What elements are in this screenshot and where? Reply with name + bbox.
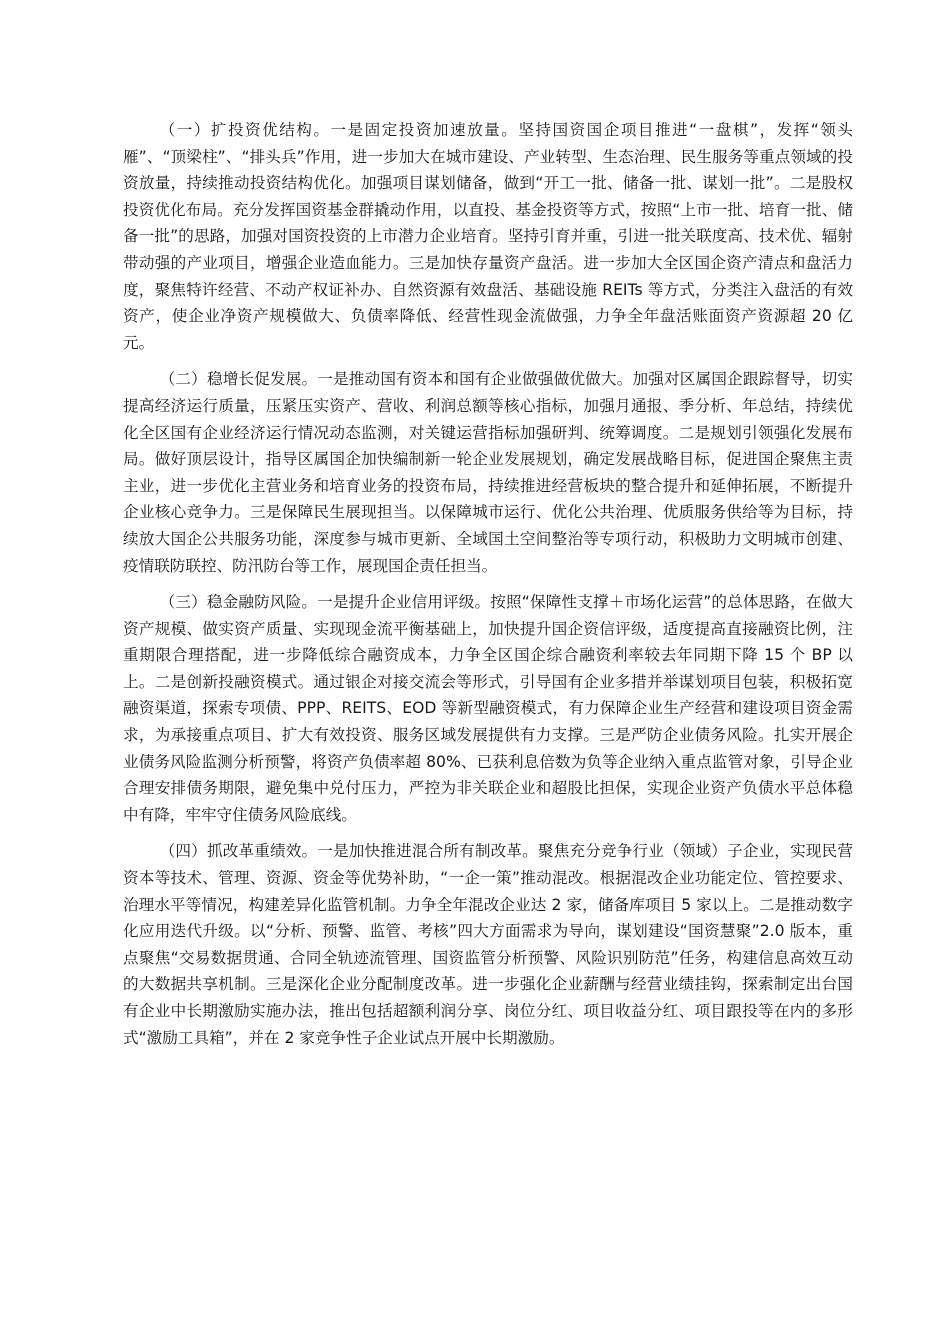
paragraph-expand-investment: （一）扩投资优结构。一是固定投资加速放量。坚持国资国企项目推进“一盘棋”，发挥“领头雁”、“顶梁柱”、“排头兵”作用，进一步加大在城市建设、产业转型、生态治理、民生服务等重点领域的投资放量，持续推动投资结构优化。加强项目谋划储备，做到“开工一批、储备一批、谋划一批”。二是股权投资优化布局。充分发挥国资基金群撬动作用，以直投、基金投资等方式，按照“上市一批、培育一批、储备一批”的思路，加强对国资投资的上市潜力企业培育。坚持引育并重，引进一批关联度高、技术优、辐射带动强的产业项目，增强企业造血能力。三是加快存量资产盘活。进一步加大全区国企资产清点和盘活力度，聚焦特许经营、不动产权证补办、自然资源有效盘活、基础设施 REITs 等方式，分类注入盘活的有效资产，使企业净资产规模做大、负债率降低、经营性现金流做强，力争全年盘活账面资产资源超 20 亿元。 — [123, 121, 853, 352]
paragraph-financial-risk: （三）稳金融防风险。一是提升企业信用评级。按照“保障性支撑＋市场化运营”的总体思路，在做大资产规模、做实资产质量、实现现金流平衡基础上，加快提升国企资信评级，适度提高直接融资比例，注重期限合理搭配，进一步降低综合融资成本，力争全区国企综合融资利率较去年同期下降 15 个 BP 以上。二是创新投融资模式。通过银企对接交流会等形式，引导国有企业多措并举谋划项目包装，积极拓宽融资渠道，探索专项债、PPP、REITS、EOD 等新型融资模式，有力保障企业生产经营和建设项目资金需求，为承接重点项目、扩大有效投资、服务区域发展提供有力支撑。三是严防企业债务风险。扎实开展企业债务风险监测分析预警，将资产负债率超 80%、已获利息倍数为负等企业纳入重点监管对象，引导企业合理安排债务期限，避免集中兑付压力，严控为非关联企业和超股比担保，实现企业资产负债水平总体稳中有降，牢牢守住债务风险底线。 — [123, 593, 853, 824]
paragraph-stable-growth: （二）稳增长促发展。一是推动国有资本和国有企业做强做优做大。加强对区属国企跟踪督导，切实提高经济运行质量，压紧压实资产、营收、利润总额等核心指标，加强月通报、季分析、年总结，持续优化全区国有企业经济运行情况动态监测，对关键运营指标加强研判、统筹调度。二是规划引领强化发展布局。做好顶层设计，指导区属国企加快编制新一轮企业发展规划，确定发展战略目标，促进国企聚焦主责主业，进一步优化主营业务和培育业务的投资布局，持续推进经营板块的整合提升和延伸拓展，不断提升企业核心竞争力。三是保障民生展现担当。以保障城市运行、优化公共治理、优质服务供给等为目标，持续放大国企公共服务功能，深度参与城市更新、全域国土空间整治等专项行动，积极助力文明城市创建、疫情联防联控、防汛防台等工作，展现国企责任担当。 — [123, 370, 853, 575]
paragraph-reform-performance: （四）抓改革重绩效。一是加快推进混合所有制改革。聚焦充分竞争行业（领域）子企业，实现民营资本等技术、管理、资源、资金等优势补助，“一企一策”推动混改。根据混改企业功能定位、管控要求、治理水平等情况，构建差异化监管机制。力争全年混改企业达 2 家，储备库项目 5 家以上。二是推动数字化应用迭代升级。以“分析、预警、监管、考核”四大方面需求为导向，谋划建设“国资慧聚”2.0 版本，重点聚焦“交易数据贯通、合同全轨迹流管理、国资监管分析预警、风险识别防范”任务，构建信息高效互动的大数据共享机制。三是深化企业分配制度改革。进一步强化企业薪酬与经营业绩挂钩，探索制定出台国有企业中长期激励实施办法，推出包括超额利润分享、岗位分红、项目收益分红、项目跟投等在内的多形式“激励工具箱”，并在 2 家竞争性子企业试点开展中长期激励。 — [123, 842, 853, 1047]
document-page — [123, 117, 853, 1061]
